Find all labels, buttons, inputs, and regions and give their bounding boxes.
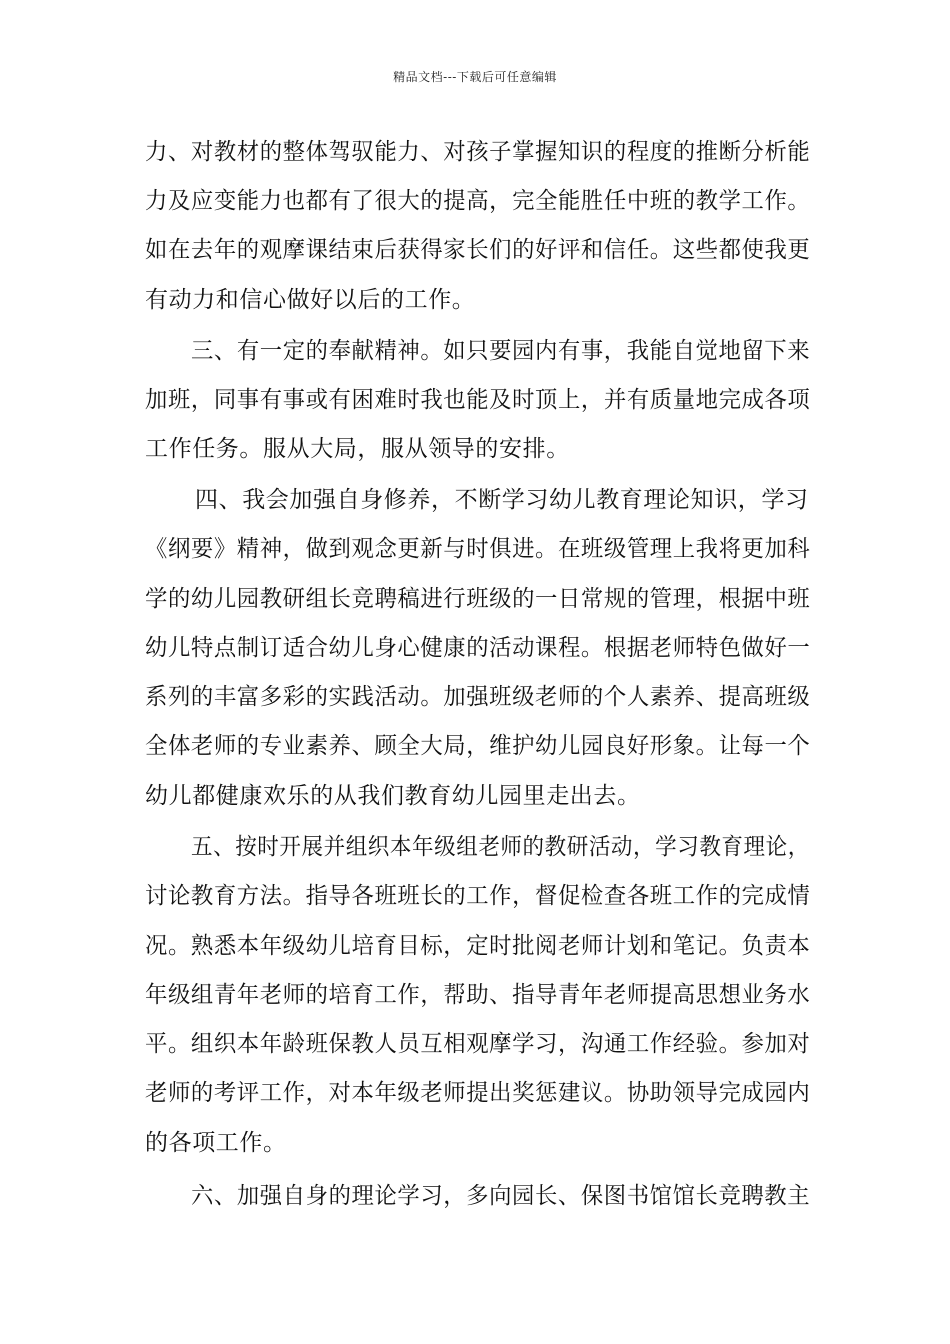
- text-line: 年级组青年老师的培育工作，帮助、指导青年老师提高思想业务水: [145, 982, 811, 1008]
- text-line: 老师的考评工作，对本年级老师提出奖惩建议。协助领导完成园内: [145, 1080, 811, 1106]
- text-line: 六、加强自身的理论学习，多向园长、保图书馆馆长竞聘教主: [191, 1183, 811, 1209]
- text-line: 加班，同事有事或有困难时我也能及时顶上，并有质量地完成各项: [145, 387, 811, 413]
- text-line: 平。组织本年龄班保教人员互相观摩学习，沟通工作经验。参加对: [145, 1031, 811, 1057]
- text-line: 力及应变能力也都有了很大的提高，完全能胜任中班的教学工作。: [145, 188, 811, 214]
- text-line: 幼儿都健康欢乐的从我们教育幼儿园里走出去。: [145, 783, 641, 809]
- text-line: 《纲要》精神，做到观念更新与时俱进。在班级管理上我将更加科: [145, 536, 811, 562]
- text-line: 况。熟悉本年级幼儿培育目标，定时批阅老师计划和笔记。负责本: [145, 933, 811, 959]
- text-line: 工作任务。服从大局，服从领导的安排。: [145, 436, 570, 462]
- text-line: 有动力和信心做好以后的工作。: [145, 287, 476, 313]
- page-header: 精品文档---下载后可任意编辑: [393, 70, 557, 84]
- text-line: 五、按时开展并组织本年级组老师的教研活动，学习教育理论，: [191, 834, 810, 860]
- text-line: 系列的丰富多彩的实践活动。加强班级老师的个人素养、提高班级: [145, 684, 811, 710]
- text-line: 全体老师的专业素养、顾全大局，维护幼儿园良好形象。让每一个: [145, 733, 811, 759]
- text-line: 幼儿特点制订适合幼儿身心健康的活动课程。根据老师特色做好一: [145, 635, 811, 661]
- text-line: 如在去年的观摩课结束后获得家长们的好评和信任。这些都使我更: [145, 237, 811, 263]
- text-line: 学的幼儿园教研组长竞聘稿进行班级的一日常规的管理，根据中班: [145, 586, 811, 612]
- text-line: 三、有一定的奉献精神。如只要园内有事，我能自觉地留下来: [191, 338, 811, 364]
- text-line: 力、对教材的整体驾驭能力、对孩子掌握知识的程度的推断分析能: [145, 139, 811, 165]
- text-line: 四、我会加强自身修养，不断学习幼儿教育理论知识，学习: [195, 487, 809, 513]
- text-line: 讨论教育方法。指导各班班长的工作，督促检查各班工作的完成情: [145, 883, 811, 909]
- text-line: 的各项工作。: [145, 1130, 287, 1156]
